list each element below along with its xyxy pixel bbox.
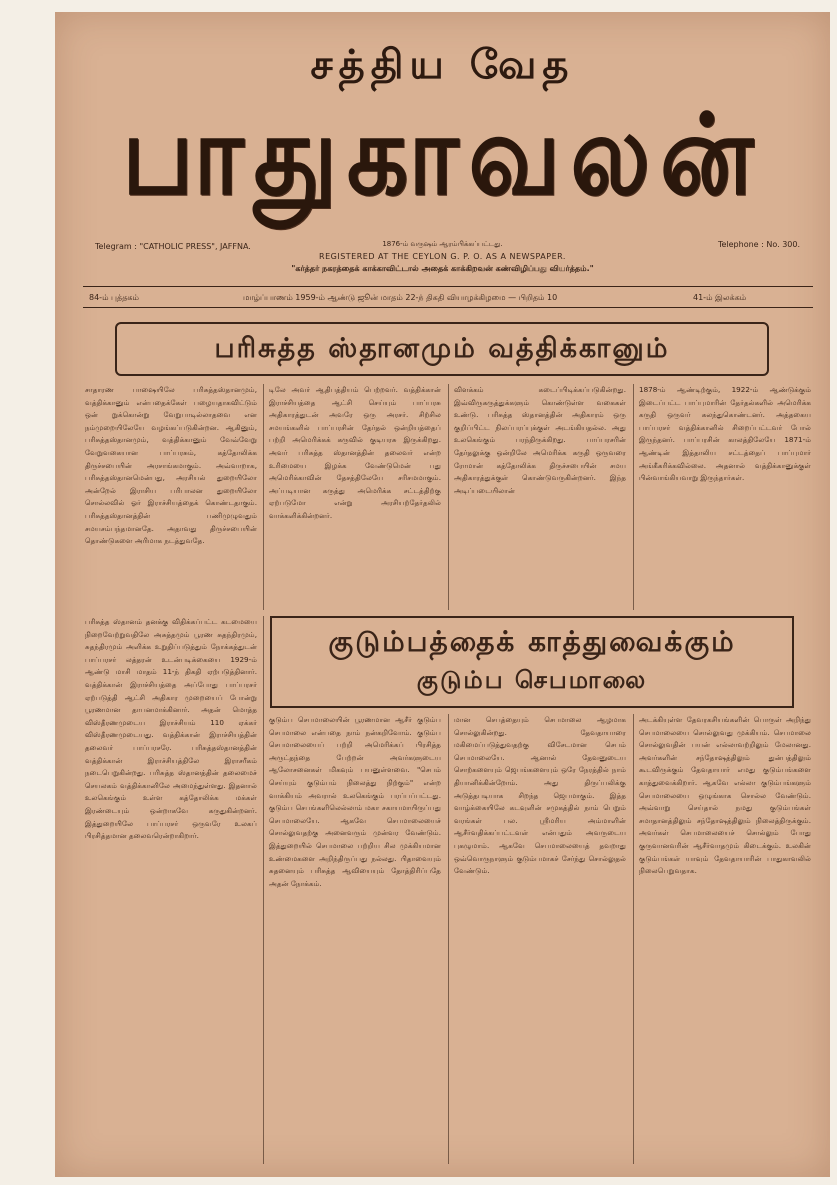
article2-column-3: மான செபத்தையும் செபமாலை ஆழமாக சொல்லுகின்றது. தேவதாயாரை மகிமைப்படுத்துவதற்கு விசேடமான செபம் செபமாலையே. ஆனால் தேவனுடைய சொற்களையும் ஜெபங்களையும் ஒரே நேரத்தில் நாம் தியானிக்கின்றோம். அது திருப்பலிக்கு அடுத்தபடியாக சிறந்த ஜெபமாகும். இத்த வாழ்க்கையிலே கடவுளின் சமுகத்தில் நாம் பெறும் வரங்கள் பல. ஸ்ரீமரிய அம்மாளின் ஆசீர்வதிக்கப்பட்டவள் என்பதும் அவருடைய புகழுமாம். ஆகவே செபமாலையைத் தவறாது ஒவ்வொருநாளும் குடும்பமாகச் சேர்ந்து சொல்லுதல் வேண்டும். — [454, 715, 626, 876]
article1-column-2: டிலே அவர் ஆதிபத்தியம் பெற்றவர். வத்திக்கான் இராச்சியத்தை ஆட்சி செய்யும் பாப்பரசு அதிகாரத்துடன் அவரே ஒரு அரசர். சிற்சில சமயங்களில் பாப்பரசின் தேர்தல் ஒன்றியத்தைப் பற்றி அமெரிக்கக் கருவில் குடியரசு இருக்கிறது. அவர் பரிசுத்த ஸ்தானத்தின் தலைவர் என்ற உரிமையை இழக்க வேண்டுமென் பது அமெரிக்காவின் தேசத்திலேயே சரிசமமாகும். அப்படியான கருத்து அமெரிக்க சட்டத்திற்கு ஏற்படுமோ என்று அரசியற்தேர்தலில் வாக்களிக்கின்றனர். — [269, 385, 441, 520]
column-separator — [633, 384, 634, 610]
column-separator — [263, 616, 264, 1164]
motto: "கர்த்தர் நகரத்தைக் காக்காவிட்டால் அதைக் காக்கிறவன் கண்விழிப்பது வியர்த்தம்." — [291, 264, 594, 273]
column-separator — [448, 714, 449, 1164]
article2-headline — [270, 616, 794, 708]
article2-column-1: பரிசுத்த ஸ்தானம் தனக்கு விதிக்கப்பட்ட கடமையை நிறைவேற்றுவதிலே அசுத்தமும் பூரண சுதந்திரமும், சுதந்திரமும் அளிக்க உறுதிப்படுத்தும் நோக்கத்துடன் பாப்பரசர் லத்தரன் உடன்படிக்கையை 1929-ம் ஆண்டு மாசி மாதம் 11-ந் திகதி ஏற்படுத்தினார். வத்திக்கான் இராச்சியத்தை அப்போது பாப்பரசர் ஏற்படுத்தி ஆட்சி அதிகார முறையைப் போன்று பூரணமான தாபனமாக்கினார். அதன் மொத்த விஸ்தீரணமுடைய இராச்சியம் 110 ஏக்கர் விஸ்தீரணமுடையது. வத்திக்கான் இராச்சியத்தின் தலைவர் பாப்பரசரே. பரிசுத்தஸ்தானத்தின் வத்திக்கான் இராச்சியத்திலே இராசரீகம் நடைபெறுகின்றது. பரிசுத்த ஸ்தானத்தின் தலைமைச் செயலகம் வத்திக்கானிலே அமைந்துள்ளது. இதனால் உலகெங்கும் உள்ள கத்தோலிக்க மக்கள் இரண்டையும் ஒன்றாகவே கருதுகின்றனர். இத்துறையிலே பாப்பரசர் ஒருவரே உலகப் பிரசித்தமான தலைவரென்றாகிறார். — [85, 617, 257, 841]
column-separator — [633, 714, 634, 1164]
divider-bottom — [83, 307, 813, 308]
telegram-info: Telegram : "CATHOLIC PRESS", JAFFNA. — [95, 242, 251, 251]
article2-headline-line1: குடும்பத்தைக் காத்துவைக்கும் — [328, 625, 736, 658]
issue-date: மாழ்ப்பாணம் 1959-ம் ஆண்டு ஜூன் மாதம் 22-ந் திகதி வியாழக்கிழமை — பிறிதம் 10 — [243, 293, 558, 302]
masthead-small-title: சத்திய வேத — [310, 42, 575, 88]
established-note: 1876-ம் வருஷம் ஆரம்பிக்கப்பட்டது. — [382, 240, 503, 248]
article2-column-2: குடும்ப செபமாலையின் பூரணமான ஆசீர் குடும்ப செபமாலை என்பதை நாம் நன்கறிவோம். குடும்ப செபமாலையைப் பற்றி அமெரிக்கப் பிரசித்த அருட்தந்தை பேற்றன் அவர்களுடைய ஆலோசனைகள் மிகவும் பயனுள்ளவை. "செபம் செய்யும் குடும்பம் நிலைத்து நிற்கும்" என்ற வாக்கியம் அவரால் உலகெங்கும் பரப்பப்பட்டது. குடும்ப செபங்களிலெல்லாம் மகா சகாயமாயிருப்பது செபமாலையே. ஆகவே செபமாலையைச் சொல்லுவதற்கு அனைவரும் முன்வர வேண்டும். இத்துறையில் செபமாலை பற்றிய சில முக்கியமான உண்மைகளை அறிந்திருப்பது நல்லது. பிதாவையும் சுதனையும் பரிசுத்த ஆவியையும் தோத்திரிப்பதே அதன் நோக்கம். — [269, 715, 441, 888]
divider-top — [83, 286, 813, 287]
registration-note: REGISTERED AT THE CEYLON G. P. O. AS A NEWSPAPER. — [319, 252, 566, 261]
article1-headline: பரிசுத்த ஸ்தானமும் வத்திக்கானும் — [115, 322, 769, 376]
newspaper-page — [55, 12, 830, 1177]
article1-column-3: விளக்கம் கடைப்பிடிக்கப்படுகின்றது. இவ்விருகருத்துக்களும் கொண்டுள்ள வகைகள் உண்டு. பரிசுத்த ஸ்தானத்தின் அதிகாரம் ஒரு குறிப்பிட்ட நிலப்பரப்புக்குள் அடங்கியதல்ல. அது உலகெங்கும் பரந்திருக்கிறது. பாப்பரசரின் தேர்தலுக்கு ஒன்றிலே அமெரிக்க கருதி ஒருவரை ரோமான் கத்தோலிக்க திருச்சபையின் சமய அதிகாரத்துக்குள் கொண்டுவருகின்றனர். இந்த அடிப்படையிலான் — [454, 385, 626, 495]
article2-headline-line2: குடும்ப செபமாலை — [416, 666, 648, 694]
telephone-info: Telephone : No. 300. — [717, 240, 800, 249]
article2-column-4: அடக்கியுள்ள தேவரகசியங்களின் பொருள் அறிந்து செபமாலையை சொல்லுவது முக்கியம். செபமாலை சொல்லுவதின் பயன் எல்லாவற்றிலும் மேலானது. அவர்களின் சந்தோஷத்திலும் துன்பத்திலும் கூடவிருக்கும் தேவதாயார் எமது குடும்பங்களை காத்துவைக்கிறார். ஆகவே எல்லா குடும்பங்களும் செபமாலையை ஒழுங்காக சொல்ல வேண்டும். அவ்வாறு செய்தால் நமது குடும்பங்கள் சமாதானத்திலும் சந்தோஷத்திலும் நிலைத்திருக்கும். அவர்கள் செபமாலையைச் சொல்லும் போது குருவானவரின் ஆசீர்வாதமும் கிடைக்கும். உலகின் குடும்பங்கள் யாவும் தேவதாயாரின் பாதுகாவலில் நிலைபெறுவதாக. — [639, 715, 811, 876]
volume-number: 84-ம் புத்தகம் — [89, 293, 139, 302]
issue-number: 41-ம் இலக்கம் — [693, 293, 747, 302]
article1-column-4: 1878-ம் ஆண்டிற்கும், 1922-ம் ஆண்டுக்கும் இடைப்பட்ட பாப்புமாரின் தேர்தல்களில் அமெரிக்க கருதி ஒருவர் கலந்துகொண்டனர். அத்தகைய பாப்பரசர் வத்திக்கானில் சிறைப்பட்டவர் போல் இருந்தனர். பாப்பரசின் காலத்திலேயே 1871-ம் ஆண்டின் இத்தாலிய சட்டத்தைப் பாப்புமார் அங்கீகரிக்கவில்லை. அதனால் வத்திக்கானுக்குள் பின்வாங்கியவாறு இருந்தார்கள். — [639, 385, 811, 483]
column-separator — [263, 384, 264, 610]
column-separator — [448, 384, 449, 610]
masthead-big-title: பாதுகாவலன் — [121, 90, 764, 220]
article1-column-1: சாதாரண பாஷையிலே பரிசுத்தஸ்தானமும், வத்திக்கானும் என்பதைக்கேள் பழையதாகவிட்டும் ஒன் றுக்கொன்று வேறுபாடில்லாதவை என நம்முறையிலேயே வழங்கப்படுகின்றன. ஆகினும், பரிசுத்தஸ்தானமும், வத்திக்கானும் வேவ்வேறு வேறுவகையான பாப்பரசும், கத்தோலிக்க திருச்சபையின் அரசாங்கமாகும். அவ்வாறாக, பரிசுத்தஸ்தானமென்பது, அரசியல் துறையிலோ அன்றேல் இராசிய பரிபாலன துறையிலோ சொல்லவில் ஓர் இராச்சியத்தைக் கொண்டதாகும். பரிசுத்தஸ்தானத்தின் பணிமுழுவதும் சமயசம்பந்தமானதே. அதாவது திருச்சபையின் தொண்டுகளை அரிமாக நடத்துவதே. — [85, 385, 257, 546]
